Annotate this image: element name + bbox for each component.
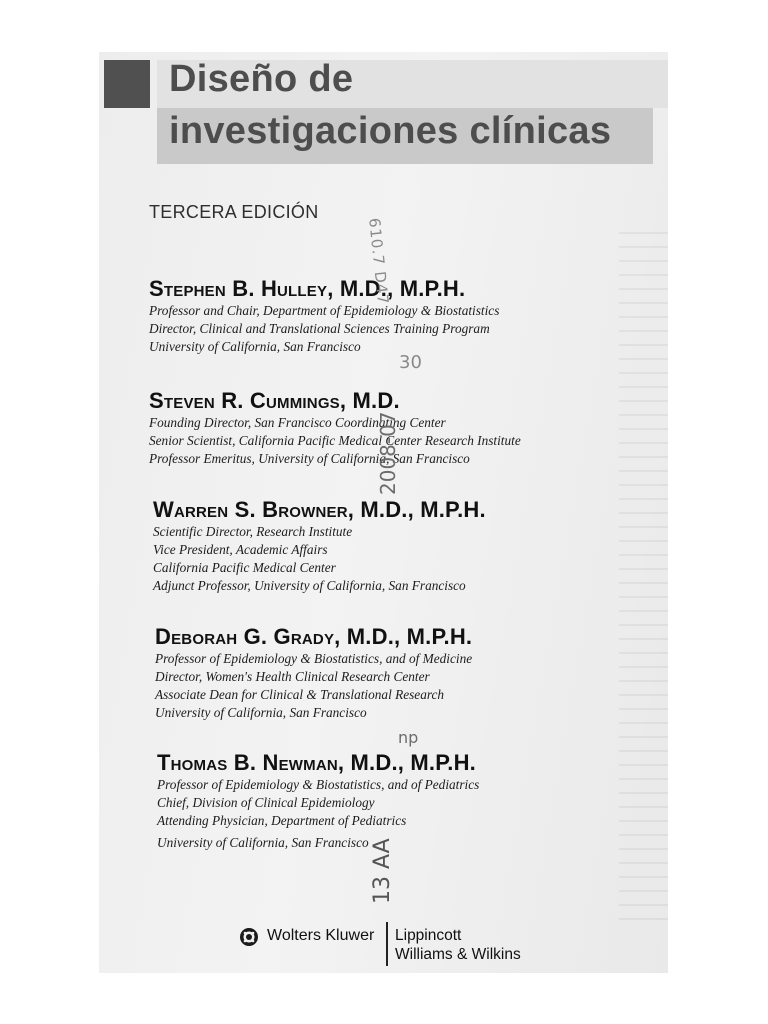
author-affiliation: Chief, Division of Clinical Epidemiology (157, 795, 375, 810)
author-affiliation: Professor of Epidemiology & Biostatistics, and of Medicine (155, 651, 473, 666)
book-title-page (99, 52, 668, 973)
author-affiliation: Director, Women's Health Clinical Research Center (155, 669, 430, 684)
author-affiliation: University of California, San Francisco (155, 705, 367, 720)
author-affiliation: Vice President, Academic Affairs (153, 542, 328, 557)
author-block (149, 388, 668, 468)
handwritten-initials: np (398, 728, 419, 747)
author-name: Steven R. Cummings, M.D. (149, 388, 400, 413)
author-affiliation: Associate Dean for Clinical & Translational Research (155, 687, 445, 702)
handwritten-call-number: 610.7 D47 (365, 217, 393, 306)
handwritten-note: 13 AA (370, 838, 395, 904)
author-affiliation: Director, Clinical and Translational Sciences Training Program (149, 321, 490, 336)
publisher-lww (395, 926, 521, 964)
author-affiliation: Professor and Chair, Department of Epidemiology & Biostatistics (149, 303, 500, 318)
author-affiliation: Scientific Director, Research Institute (153, 524, 353, 539)
author-affiliation: University of California, San Francisco (157, 835, 369, 850)
publisher-divider (386, 922, 388, 966)
publisher-lww-line-2: Williams & Wilkins (395, 946, 521, 963)
author-block (149, 276, 668, 356)
author-block (155, 624, 668, 722)
title-block (99, 52, 668, 164)
author-name: Deborah G. Grady, M.D., M.P.H. (155, 624, 473, 649)
title-accent-square (104, 60, 150, 108)
author-affiliation: California Pacific Medical Center (153, 560, 336, 575)
author-block (157, 750, 668, 852)
publisher-wolters-kluwer: Wolters Kluwer (267, 927, 375, 944)
book-title-line-2: investigaciones clínicas (169, 110, 612, 152)
author-affiliation: Adjunct Professor, University of California, San Francisco (153, 578, 466, 593)
edition-label: TERCERA EDICIÓN (149, 202, 319, 222)
book-title-line-1: Diseño de (169, 58, 354, 100)
author-affiliation: Senior Scientist, California Pacific Medical Center Research Institute (149, 433, 521, 448)
author-affiliation: Founding Director, San Francisco Coordinating Center (149, 415, 446, 430)
author-name: Warren S. Browner, M.D., M.P.H. (153, 497, 486, 522)
author-name: Thomas B. Newman, M.D., M.P.H. (157, 750, 476, 775)
handwritten-date: 2008-07 (376, 411, 400, 495)
wolters-kluwer-logo-icon (239, 927, 259, 947)
author-name: Stephen B. Hulley, M.D., M.P.H. (149, 276, 466, 301)
author-block (153, 497, 668, 595)
author-affiliation: Professor Emeritus, University of California, San Francisco (149, 451, 470, 466)
author-affiliation: Attending Physician, Department of Pediatrics (157, 813, 407, 828)
author-affiliation: University of California, San Francisco (149, 339, 361, 354)
publisher-lww-line-1: Lippincott (395, 927, 462, 944)
author-affiliation: Professor of Epidemiology & Biostatistics, and of Pediatrics (157, 777, 480, 792)
publisher-imprint (239, 918, 559, 968)
handwritten-mark: 30 (399, 352, 422, 373)
